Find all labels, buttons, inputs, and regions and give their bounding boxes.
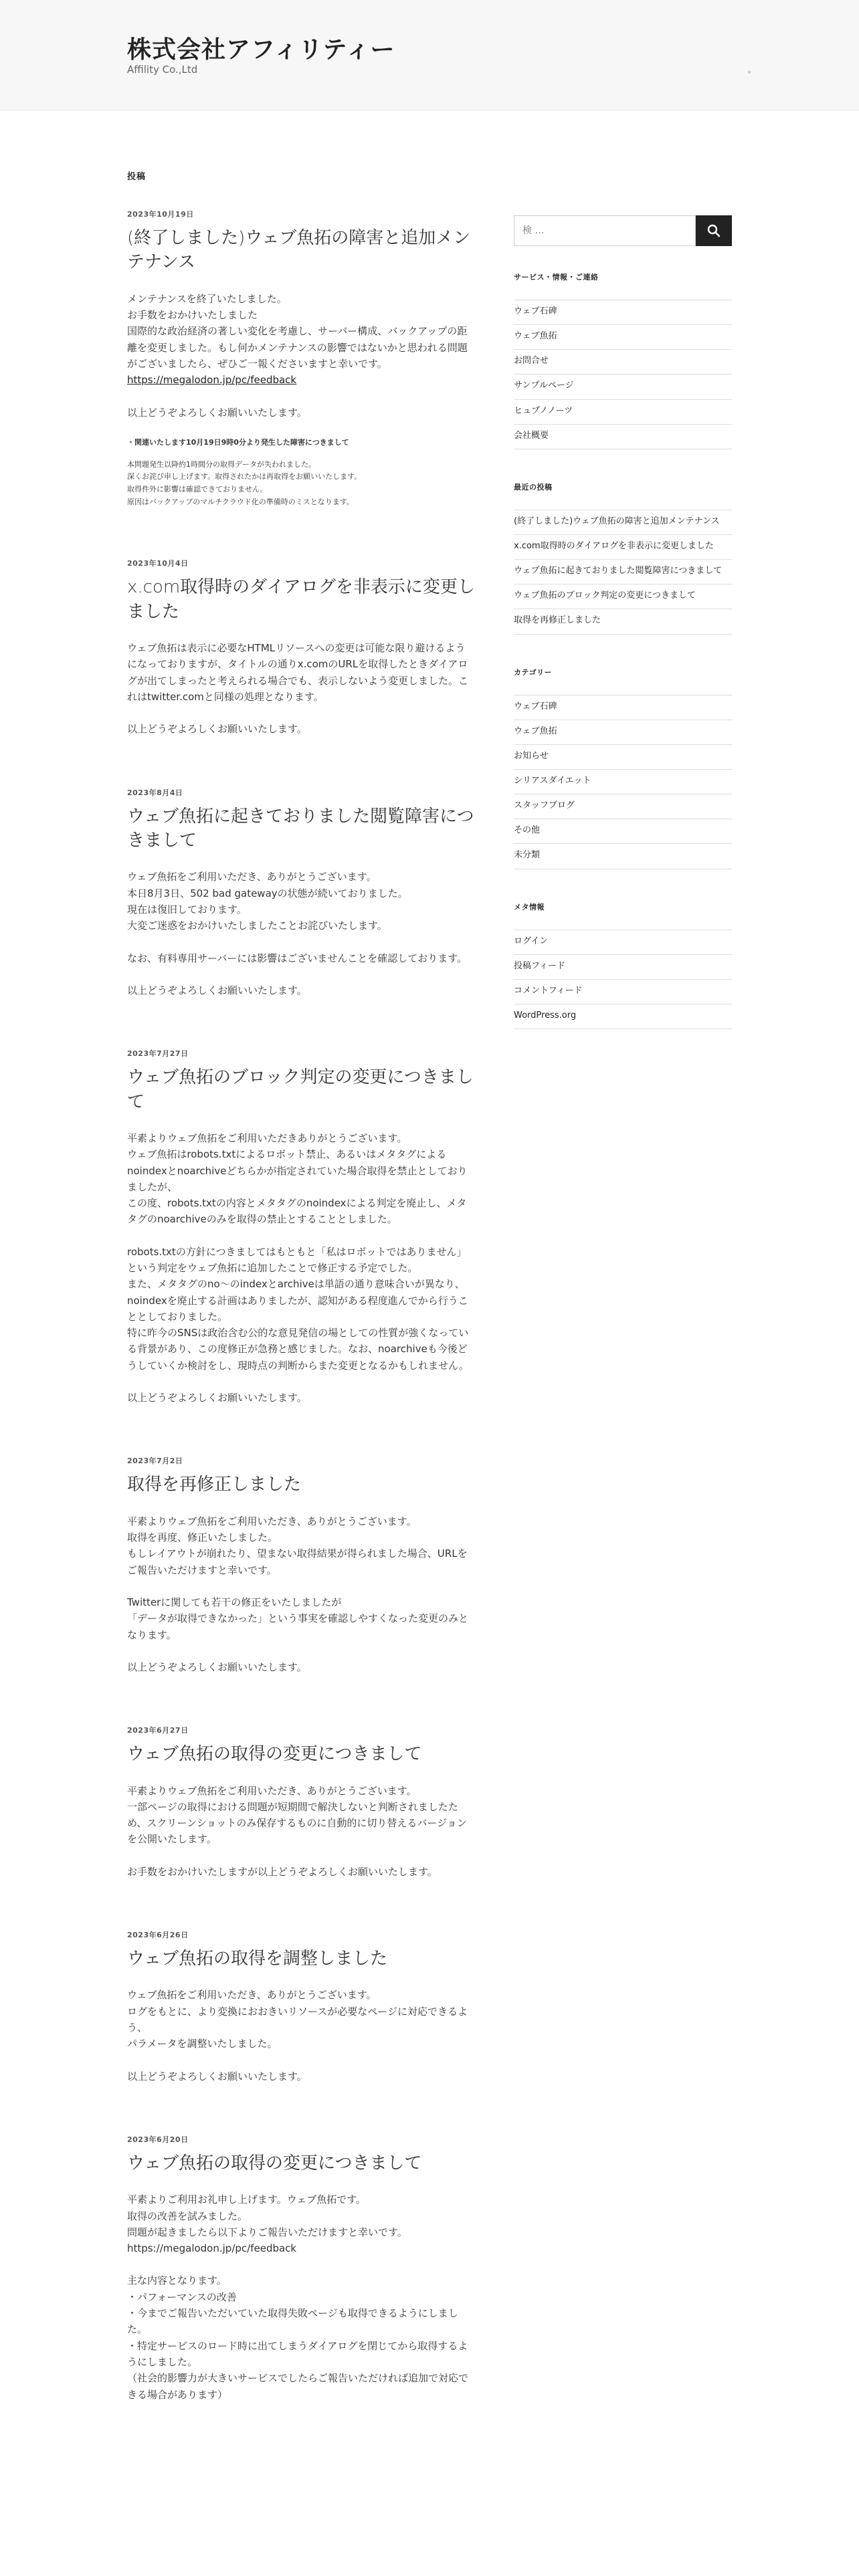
widget-list (514, 695, 732, 869)
post-date[interactable]: 2023年10月19日 (127, 210, 194, 219)
notice-heading: ・関連いたします10月19日9時0分より発生した障害につきまして (127, 437, 349, 447)
post-paragraph: 平素よりウェブ魚拓をご利用いただき、ありがとうございます。 一部ページの取得における問題が短期間で解決しないと判断されましたため、スクリーンショットのみ保存するものに自動的に切り替えるバージョンを公開いたします。 (127, 1784, 467, 1846)
widget-link[interactable]: 未分類 (514, 843, 732, 869)
post-title[interactable]: ウェブ魚拓の取得の変更につきまして (127, 2153, 422, 2173)
post (127, 1725, 475, 1880)
site-description: Affility Co.,Ltd (127, 64, 198, 76)
post-body (127, 1130, 475, 1406)
site-header (0, 0, 859, 111)
post-date[interactable]: 2023年10月4日 (127, 559, 189, 568)
widget-link[interactable]: ウェブ魚拓に起きておりました閲覧障害につきまして (514, 559, 732, 584)
notice-line: 原因はバックアップのマルチクラウド化の準備時のミスとなります。 (127, 497, 354, 506)
widget-list (514, 930, 732, 1030)
post-paragraph: 以上どうぞよろしくお願いいたします。 (127, 984, 307, 996)
widget-link[interactable]: コメントフィード (514, 979, 732, 1004)
widget-link[interactable]: その他 (514, 819, 732, 843)
post-paragraph: なお、有料専用サーバーには影響はございませんことを確認しております。 (127, 952, 468, 964)
post-title[interactable]: (終了しました)ウェブ魚拓の障害と追加メンテナンス (127, 228, 471, 273)
search-button[interactable] (696, 215, 732, 246)
widget-link[interactable]: ウェブ石碑 (514, 300, 732, 324)
header-dot (748, 71, 751, 74)
widget-link[interactable]: お問合せ (514, 349, 732, 374)
post-paragraph: 以上どうぞよろしくお願いいたします。 (127, 723, 307, 736)
sidebar-widget (514, 901, 732, 1030)
post-paragraph: 以上どうぞよろしくお願いいたします。 (127, 2070, 307, 2082)
sidebar (514, 215, 732, 1061)
widget-link[interactable]: x.com取得時のダイアログを非表示に変更しました (514, 534, 732, 559)
post-paragraph: 平素よりご利用お礼申し上げます。ウェブ魚拓です。 取得の改善を試みました。 問題が起きましたら以下よりご報告いただけますと幸いです。 https://megalodon.jp/pc/feedback (127, 2193, 407, 2255)
post-paragraph: お手数をおかけいたしますが以上どうぞよろしくお願いいたします。 (127, 1865, 438, 1878)
widget-link[interactable]: ヒュプノノーツ (514, 399, 732, 424)
post (127, 1929, 475, 2084)
post-title[interactable]: ウェブ魚拓のブロック判定の変更につきまして (127, 1067, 474, 1112)
post-paragraph: ウェブ魚拓をご利用いただき、ありがとうございます。 本日8月3日、502 bad gatewayの状態が続いておりました。 現在は復旧しております。 大変ご迷惑をおかけいたしましたことお詫びいたします。 (127, 871, 408, 932)
posts-list (127, 209, 475, 2452)
post-date[interactable]: 2023年7月2日 (127, 1457, 183, 1466)
post-body (127, 1513, 475, 1675)
feedback-link[interactable]: https://megalodon.jp/pc/feedback (127, 374, 297, 387)
notice-line: 深くお詫び申し上げます。取得されたかは再取得をお願いいたします。 (127, 472, 362, 481)
post-date[interactable]: 2023年6月27日 (127, 1726, 189, 1735)
post (127, 1455, 475, 1675)
post-title[interactable]: x.com取得時のダイアログを非表示に変更しました (127, 577, 475, 622)
post-body (127, 2191, 475, 2403)
post-title[interactable]: 取得を再修正しました (127, 1475, 302, 1495)
notice-line: 本問題発生以降約1時間分の取得データが失われました。 (127, 459, 316, 469)
post (127, 209, 475, 508)
widget-link[interactable]: お知らせ (514, 744, 732, 769)
post-title[interactable]: ウェブ魚拓の取得の変更につきまして (127, 1744, 422, 1765)
post-paragraph: 平素よりウェブ魚拓をご利用いただき、ありがとうございます。 取得を再度、修正いたしました。 もしレイアウトが崩れたり、望まない取得結果が得られました場合、URLをご報告いただけますと幸いです。 (127, 1515, 468, 1576)
widget-link[interactable]: 会社概要 (514, 424, 732, 449)
widget-link[interactable]: ウェブ石碑 (514, 695, 732, 720)
post-paragraph: ウェブ魚拓をご利用いただき、ありがとうございます。 ログをもとに、より変換におおきいリソースが必要なページに対応できるよう、 パラメータを調整いたしました。 (127, 1989, 468, 2050)
post (127, 558, 475, 737)
post-paragraph: 以上どうぞよろしくお願いいたします。 (127, 406, 307, 419)
widget-title: 最近の投稿 (514, 482, 553, 492)
post-body (127, 640, 475, 737)
post-paragraph: 平素よりウェブ魚拓をご利用いただきありがとうございます。 ウェブ魚拓はrobots.txtによるロボット禁止、あるいはメタタグによるnoindexとnoarchiveどちらかが指定されていた場合取得を禁止としておりましたが、 この度、robots.txtの内容とメタタグのnoindexによる判定を廃止し、メタタグのnoarchiveのみを取得の禁止とすることとしました。 (127, 1132, 468, 1226)
post-paragraph: robots.txtの方針につきましてはもともと「私はロボットではありません」という判定をウェブ魚拓に追加したことで修正する予定でした。 また、メタタグのno〜のindexとarchiveは単語の通り意味合いが異なり、 noindexを廃止する計画はありましたが、認知がある程度進んでから行うこととしておりました。 特に昨今のSNSは政治含む公的な意見発信の場としての性質が強くなっている背景があり、この度修正が急務と感じました。なお、noarchiveも今後どうしていくか検討をし、現時点の判断からまた変更となるかもしれません。 (127, 1245, 469, 1372)
post-paragraph: 以上どうぞよろしくお願いいたします。 (127, 1392, 307, 1404)
sidebar-widget (514, 481, 732, 635)
post-title[interactable]: ウェブ魚拓に起きておりました閲覧障害につきまして (127, 806, 474, 851)
post-date[interactable]: 2023年6月26日 (127, 1931, 189, 1939)
post (127, 1048, 475, 1406)
notice-block (127, 437, 475, 508)
post-title[interactable]: ウェブ魚拓の取得を調整しました (127, 1949, 387, 1969)
feedback-link-para (127, 372, 475, 388)
widget-title: サービス・情報・ご連絡 (514, 273, 599, 282)
post-body (127, 869, 475, 998)
widget-link[interactable]: サンプルページ (514, 374, 732, 399)
site-title[interactable]: 株式会社アフィリティー (127, 36, 395, 64)
post-paragraph: ウェブ魚拓は表示に必要なHTMLリソースへの変更は可能な限り避けるようになっておりますが、タイトルの通りx.comのURLを取得したときダイアログが出てしまったと考えられる場合でも、表示しないよう変更しました。これはtwitter.comと同様の処理となります。 (127, 642, 469, 703)
widget-link[interactable]: WordPress.org (514, 1004, 732, 1029)
widgets (514, 272, 732, 1029)
search-input[interactable] (514, 215, 696, 246)
widget-link[interactable]: (終了しました)ウェブ魚拓の障害と追加メンテナンス (514, 510, 732, 534)
widget-list (514, 510, 732, 635)
widget-link[interactable]: シリアスダイエット (514, 769, 732, 794)
post (127, 2134, 475, 2403)
widget-title: カテゴリー (514, 667, 553, 677)
widget-title: メタ情報 (514, 902, 545, 911)
post-paragraph: 主な内容となります。 ・パフォーマンスの改善 ・今までご報告いただいていた取得失敗ページも取得できるようにしました。 ・特定サービスのロード時に出てしまうダイアログを閉じてから取得するようにしました。 （社会的影響力が大きいサービスでしたらご報告いただければ追加で対応できる場合があります） (127, 2274, 469, 2401)
post-paragraph: 以上どうぞよろしくお願いいたします。 (127, 1660, 307, 1673)
widget-link[interactable]: 投稿フィード (514, 954, 732, 979)
search-form (514, 215, 732, 246)
post-body (127, 1783, 475, 1880)
post-body (127, 291, 475, 509)
widget-link[interactable]: ログイン (514, 930, 732, 954)
widget-link[interactable]: スタッフブログ (514, 794, 732, 819)
widget-link[interactable]: ウェブ魚拓 (514, 720, 732, 744)
search-icon (707, 224, 721, 237)
post-body (127, 1987, 475, 2084)
widget-link[interactable]: 取得を再修正しました (514, 609, 732, 634)
widget-list (514, 300, 732, 449)
sidebar-widget (514, 667, 732, 869)
post-date[interactable]: 2023年7月27日 (127, 1049, 189, 1059)
sidebar-widget (514, 272, 732, 449)
notice-line: 取得件外に影響は確認できておりません。 (127, 484, 268, 494)
widget-link[interactable]: ウェブ魚拓 (514, 324, 732, 349)
post-paragraph: Twitterに関しても若干の修正をいたしましたが 「データが取得できなかった」という事実を確認しやすくなった変更のみとなります。 (127, 1596, 469, 1641)
post-date[interactable]: 2023年8月4日 (127, 788, 183, 797)
post-date[interactable]: 2023年6月20日 (127, 2135, 189, 2144)
post (127, 787, 475, 999)
post-paragraph: メンテナンスを終了いたしました。 お手数をおかけいたしました 国際的な政治経済の著しい変化を考慮し、サーバー構成、バックアップの距離を変更しました。もし何かメンテナンスの影響ではないかと思われる問題がございましたら、ぜひご一報くださいますと幸いです。 (127, 292, 468, 370)
widget-link[interactable]: ウェブ魚拓のブロック判定の変更につきまして (514, 584, 732, 609)
page-header: 投稿 (127, 172, 147, 182)
